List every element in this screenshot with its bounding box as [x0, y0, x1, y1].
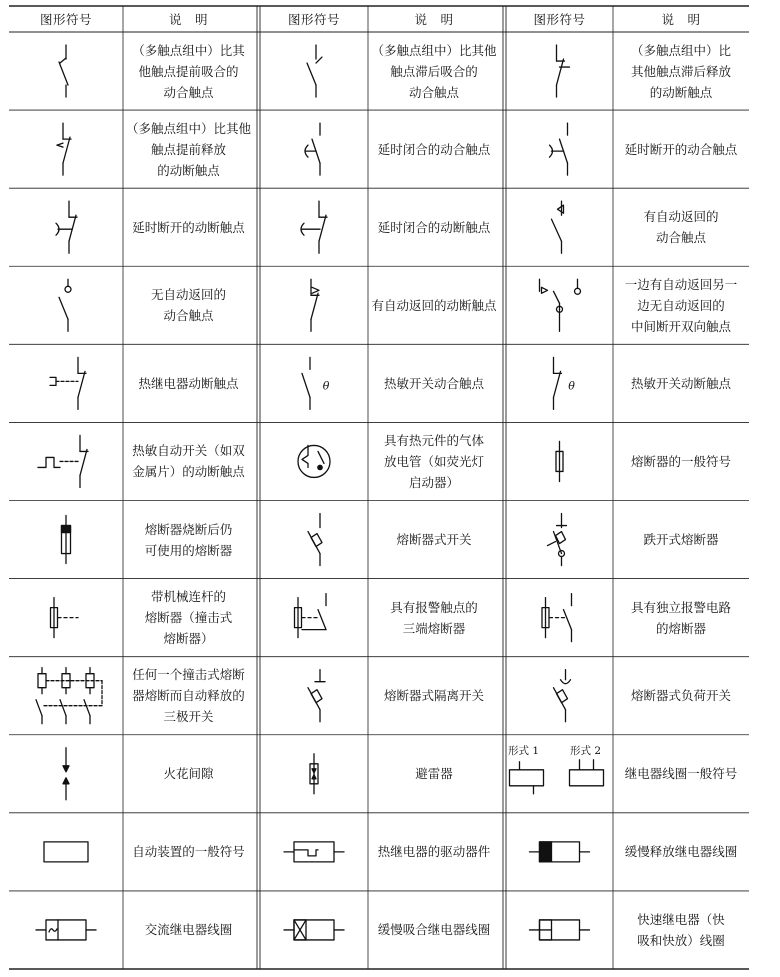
symbol-description: 熔断器的一般符号	[630, 453, 731, 469]
spark-gap-icon	[63, 748, 69, 800]
symbol-description: 跌开式熔断器	[643, 532, 719, 548]
self-return-break-contact-icon	[311, 279, 319, 331]
symbol-description: 热敏开关动断触点	[630, 375, 731, 391]
symbol-description: 带机械连杆的 熔断器（撞击式 熔断器）	[144, 589, 233, 647]
thermal-relay-driver-icon	[284, 842, 344, 862]
slow-operate-relay-coil-icon	[284, 920, 344, 940]
header-description-label: 说 明	[168, 12, 208, 27]
symbol-description: （多触点组中）比其他 触点提前释放 的动断触点	[125, 120, 251, 178]
no-self-return-make-contact-icon	[59, 279, 71, 331]
symbol-description: 具有热元件的气体 放电管（如荧光灯 启动器）	[383, 432, 484, 490]
independent-alarm-fuse-icon	[542, 594, 572, 642]
automatic-device-icon	[44, 842, 88, 862]
striker-fuse-icon	[51, 598, 79, 638]
slow-release-relay-coil-icon	[530, 842, 590, 862]
alarm-contact-fuse-icon	[295, 594, 327, 638]
header-symbol-label: 图形符号	[39, 12, 92, 27]
break-contact-late-release-icon	[557, 45, 570, 97]
symbol-description: 延时断开的动合触点	[624, 141, 738, 157]
symbol-description: 熔断器烧断后仍 可使用的熔断器	[144, 521, 233, 558]
symbol-description: 缓慢吸合继电器线圈	[377, 922, 491, 938]
glow-starter-icon	[298, 445, 330, 477]
blown-fuse-icon	[62, 516, 71, 564]
symbol-description: 交流继电器线圈	[144, 922, 233, 938]
thermostat-make-contact-icon	[302, 357, 330, 409]
symbol-description: 熔断器式负荷开关	[630, 688, 731, 704]
break-contact-early-release-icon	[57, 123, 71, 175]
symbol-description: 延时闭合的动合触点	[377, 141, 491, 157]
symbol-description: 热敏开关动合触点	[383, 375, 484, 391]
svg-text:形式 2: 形式 2	[569, 744, 602, 757]
symbol-description: 熔断器式开关	[396, 532, 472, 548]
symbol-description: 无自动返回的 动合触点	[150, 287, 226, 324]
fuse-switch-icon	[308, 514, 322, 566]
symbol-description: 有自动返回的 动合触点	[643, 209, 719, 246]
symbol-description: （多触点组中）比其 他触点提前吸合的 动合触点	[132, 42, 245, 100]
symbol-description: 延时闭合的动断触点	[377, 219, 491, 235]
symbol-description: 热敏自动开关（如双 金属片）的动断触点	[132, 443, 245, 480]
header-symbol-label: 图形符号	[287, 12, 340, 27]
symbol-description: 熔断器式隔离开关	[383, 688, 484, 704]
fuse-disconnector-icon	[308, 670, 325, 722]
symbol-description: 任何一个撞击式熔断 器熔断而自动释放的 三极开关	[132, 667, 245, 725]
svg-text:形式 1: 形式 1	[507, 744, 540, 757]
delayed-open-make-contact-icon	[550, 123, 568, 175]
symbol-description: 具有独立报警电路 的熔断器	[630, 599, 731, 636]
thermal-relay-break-contact-icon	[50, 357, 86, 409]
self-return-make-contact-icon	[552, 201, 564, 253]
symbol-description: 热继电器的驱动器件	[377, 844, 491, 860]
symbol-description: 缓慢释放继电器线圈	[624, 844, 738, 860]
symbol-description: 有自动返回的动断触点	[371, 297, 497, 313]
make-contact-late-icon	[307, 45, 322, 97]
symbol-description: 热继电器动断触点	[138, 375, 239, 391]
delayed-close-make-contact-icon	[305, 123, 320, 175]
svg-text:θ: θ	[568, 379, 575, 393]
symbol-description: （多触点组中）比 其他触点滞后释放 的动断触点	[630, 42, 731, 100]
fuse-load-switch-icon	[554, 670, 571, 722]
drop-out-fuse-icon	[548, 514, 567, 566]
symbol-description: 自动装置的一般符号	[132, 844, 245, 860]
fuse-icon	[556, 441, 563, 481]
symbol-description: 继电器线圈一般符号	[624, 766, 738, 782]
symbol-description: （多触点组中）比其他 触点滞后吸合的 动合触点	[371, 42, 497, 100]
thermostat-break-contact-icon	[554, 357, 576, 409]
svg-text:θ: θ	[322, 379, 330, 393]
delayed-close-break-contact-icon	[301, 201, 327, 253]
symbol-description: 快速继电器（快 吸和快放）线圈	[637, 911, 725, 948]
ac-relay-coil-icon	[36, 920, 96, 940]
symbol-description: 延时断开的动断触点	[132, 219, 245, 235]
center-off-changeover-contact-icon	[540, 279, 581, 331]
symbol-description: 火花间隙	[163, 766, 214, 782]
header-description-label: 说 明	[414, 12, 454, 27]
symbol-description: 具有报警触点的 三端熔断器	[390, 599, 478, 636]
three-pole-striker-fuse-switch-icon	[36, 668, 102, 724]
symbol-description: 一边有自动返回另一 边无自动返回的 中间断开双向触点	[624, 276, 738, 334]
header-description-label: 说 明	[661, 12, 701, 27]
fast-relay-coil-icon	[530, 920, 590, 940]
make-contact-early-icon	[59, 45, 68, 97]
delayed-open-break-contact-icon	[56, 201, 77, 253]
surge-arrester-icon	[310, 754, 318, 794]
relay-coil-icon	[508, 744, 604, 794]
header-symbol-label: 图形符号	[533, 12, 586, 27]
bimetal-switch-break-contact-icon	[38, 435, 88, 487]
symbol-description: 避雷器	[415, 766, 453, 782]
